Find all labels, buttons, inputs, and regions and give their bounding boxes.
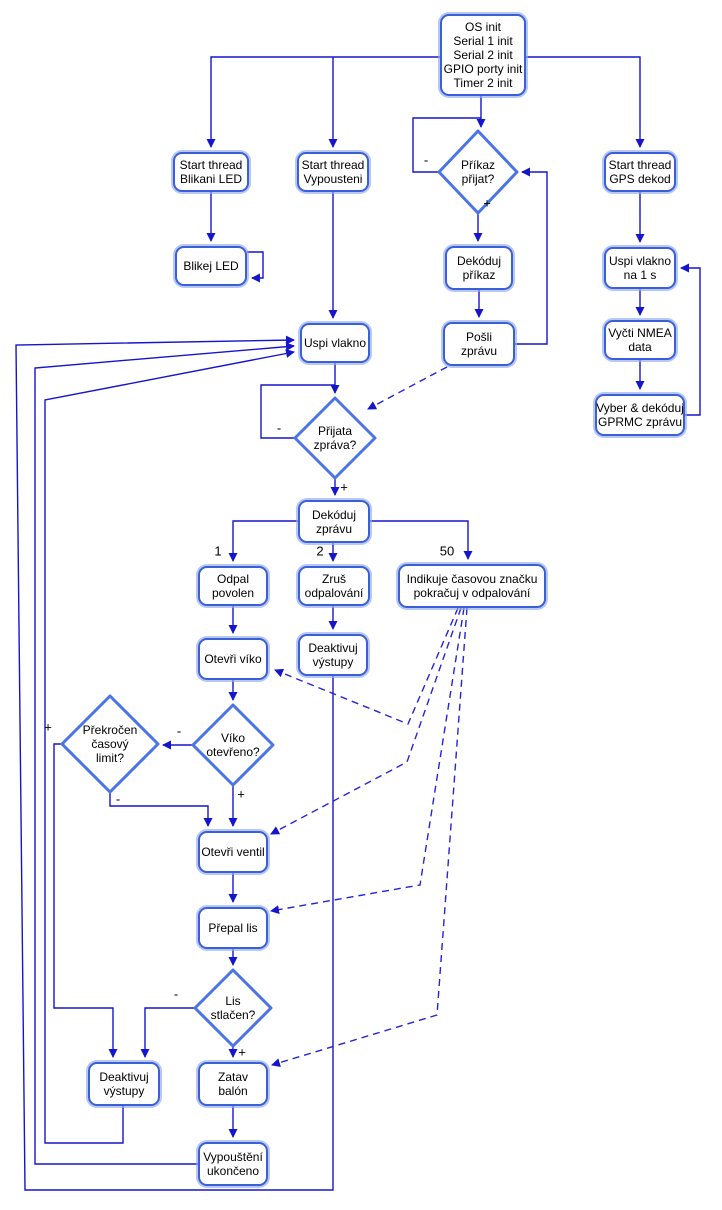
node-line: Vyčti NMEA [608,326,672,340]
node-line: GPIO porty init [443,62,523,76]
process-otevri-viko [198,638,268,680]
process-zatav-balon [198,1062,268,1106]
process-dekoduj-prikaz [445,246,513,290]
edge-label-lis-plus: + [238,1044,246,1060]
process-blikej-led [175,246,247,286]
decision-prijata-zprava [300,424,370,452]
node-line: Deaktivuj [99,1070,149,1084]
node-line: limit? [95,751,124,765]
edge-label-prikaz-minus: - [423,152,429,168]
node-line: Vypouštění [203,1150,263,1164]
node-line: Indikuje časovou značku [406,572,538,586]
node-line: zprávu [460,344,498,358]
node-line: Překročen [82,723,138,737]
node-line: na 1 s [623,268,657,282]
edge-label-zprava-minus: - [276,420,282,436]
node-line: Uspi vlakno [303,336,367,350]
node-line: Uspi vlakno [608,254,672,268]
node-line: Zatav [217,1070,248,1084]
node-line: GPRMC zprávu [597,415,683,429]
node-line: Otevři víko [204,652,262,666]
node-line: Start thread [608,158,672,172]
node-line: časový [91,737,129,751]
process-dekoduj-zpravu [298,500,370,543]
process-start-thread-blikani [173,152,249,192]
process-vyber-gprmc [595,394,685,436]
node-line: pokračuj v odpalování [413,586,531,600]
node-line: přijat? [461,172,495,186]
decision-viko-otevreno [195,731,271,759]
process-vypousteni-ukonceno [198,1142,268,1186]
process-deaktivuj-vystupy-upper [298,634,368,676]
node-line: Timer 2 init [453,76,513,90]
decision-prikaz-prijat [443,158,513,186]
node-line: OS init [464,20,501,34]
node-line: zprávu [315,521,353,536]
process-zrus-odpalovani [298,566,370,606]
node-line: Start thread [301,158,365,172]
node-line: Pošli [465,330,492,344]
edge-label-limit-plus: + [44,719,52,735]
process-deaktivuj-vystupy-lower [88,1062,160,1106]
process-odpal-povolen [198,566,268,606]
node-line: povolen [211,586,255,600]
process-start-thread-gps [604,152,676,192]
node-line: výstupy [312,655,354,669]
node-line: odpalování [304,586,364,600]
process-otevri-ventil [198,831,268,873]
process-uspi-vlakno-na-1s [604,247,676,289]
edge-label-viko-plus: + [237,786,245,802]
edge-label-branch-50: 50 [439,543,455,559]
node-line: příkaz [462,268,496,282]
node-line: ukončeno [206,1164,260,1178]
edge-label-zprava-plus: + [340,479,348,495]
node-line: Otevři ventil [201,845,265,859]
node-line: otevřeno? [206,745,260,759]
edge-label-branch-2: 2 [316,543,324,559]
node-line: Lis [225,994,241,1008]
node-line: GPS dekod [609,172,671,186]
node-line: Přepal lis [208,921,258,935]
edge-label-viko-minus: - [176,723,182,739]
process-vycti-nmea [604,320,676,360]
node-line: Serial 1 init [453,34,513,48]
node-line: Zruš [322,572,346,586]
node-line: Vypousteni [303,172,363,186]
node-line: Serial 2 init [453,48,513,62]
node-line: Dekóduj [311,507,357,522]
process-posli-zpravu [443,322,515,366]
decision-prekrocen-limit [70,723,150,765]
edge-label-lis-minus: - [173,986,179,1002]
node-line: výstupy [103,1084,145,1098]
process-prepal-lis [198,907,268,949]
node-line: Dekóduj [456,254,502,268]
node-line: stlačen? [210,1008,256,1022]
node-line: Start thread [179,158,243,172]
node-line: zpráva? [313,438,357,452]
node-line: Přijata [317,424,352,438]
decision-lis-stlacen [198,994,268,1022]
node-line: Blikani LED [179,172,243,186]
process-indikuje-znacku [398,564,546,608]
process-os-init [440,14,526,96]
node-line: balón [218,1084,248,1098]
edge-label-limit-minus: - [115,791,121,807]
solid-connectors [16,57,700,1190]
node-line: Odpal [216,572,250,586]
node-line: Víko [220,731,245,745]
dashed-connectors [271,367,467,1065]
node-line: Vyber & dekóduj [596,401,684,415]
edge-label-prikaz-plus: + [483,195,491,211]
node-line: Blikej LED [183,259,239,273]
edge-label-branch-1: 1 [214,543,222,559]
process-start-thread-vypousteni [297,152,369,192]
node-line: data [628,340,652,354]
process-uspi-vlakno [300,323,370,363]
node-line: Příkaz [460,158,495,172]
node-line: Deaktivuj [308,641,358,655]
